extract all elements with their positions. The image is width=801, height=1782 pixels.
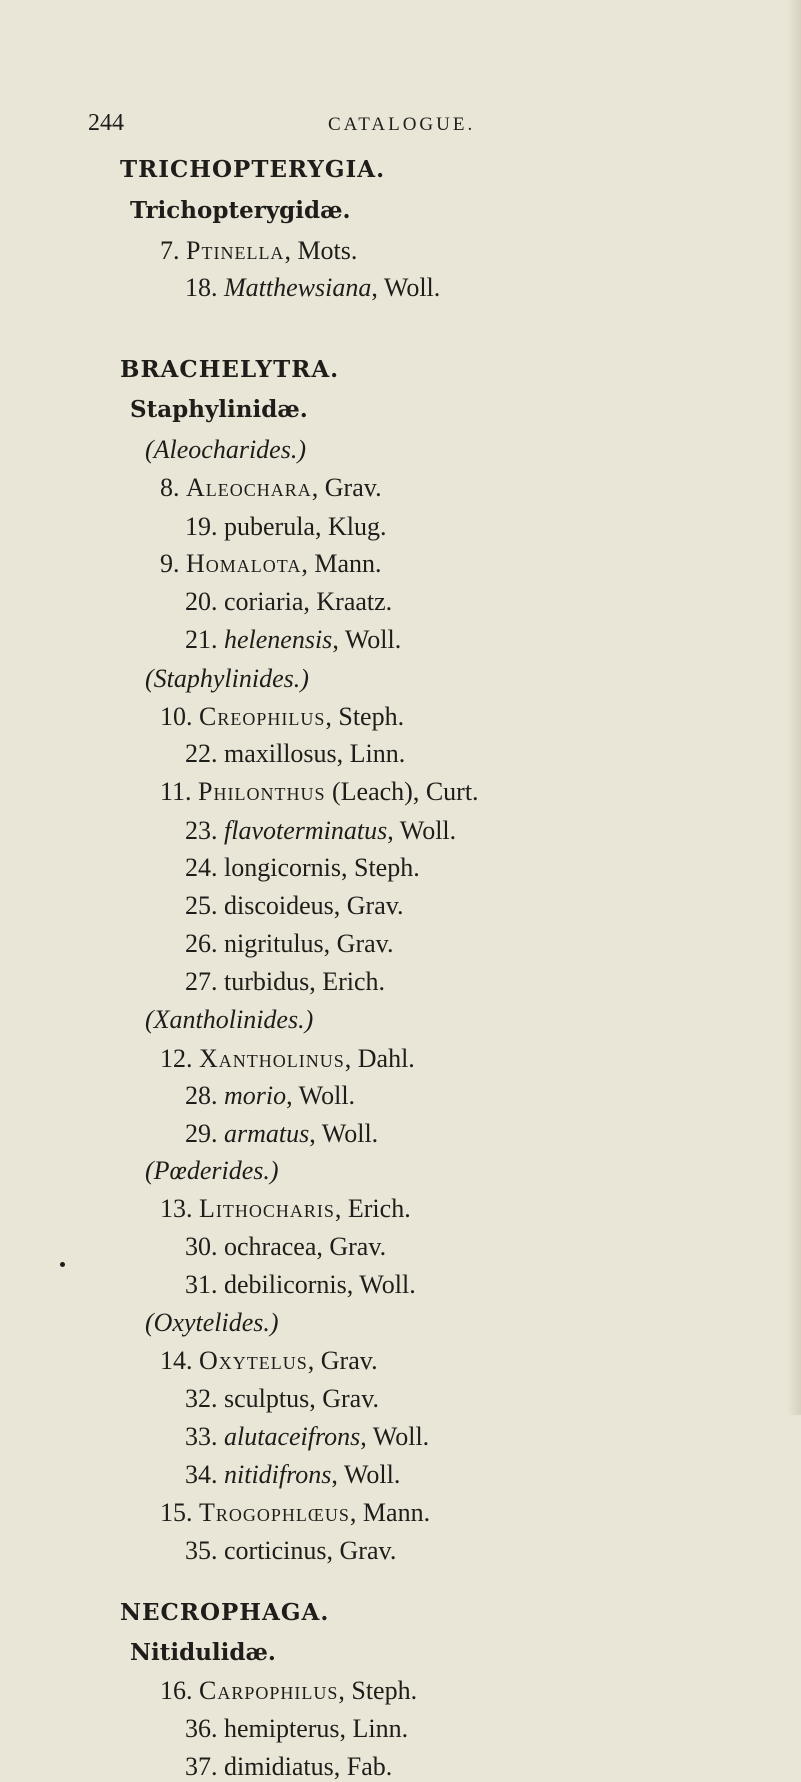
species-entry [185,853,420,883]
authority: , Grav. [316,1232,387,1261]
authority: , Woll. [309,1119,379,1148]
authority: , Grav. [309,1384,380,1413]
page-number: 244 [88,110,124,136]
authority: , Grav. [326,1536,397,1565]
genus-entry [160,1346,378,1376]
authority: , Steph. [325,702,405,731]
genus-name: Carpophilus [199,1676,339,1705]
entry-number: 7. [160,236,180,265]
genus-name: Creophilus [199,702,326,731]
entry-number: 8. [160,473,180,502]
authority: , Grav. [323,929,394,958]
species-entry [185,587,392,617]
subgroup-heading: (Aleocharides.) [145,435,307,464]
order-heading: TRICHOPTERYGIA. [120,156,386,183]
entry-number: 27. [185,967,218,996]
species-name: coriaria [224,587,304,616]
genus-entry [160,1044,415,1074]
genus-entry [160,1676,417,1706]
entry-number: 29. [185,1119,218,1148]
species-name: hemipterus [224,1714,340,1743]
species-entry [185,739,405,769]
species-entry [185,967,385,997]
entry-number: 18. [185,273,218,302]
species-name: Matthewsiana [224,273,372,302]
authority: , Woll. [387,816,457,845]
genus-entry [160,236,357,266]
authority: , Mann. [349,1498,431,1527]
authority: , Mann. [301,549,382,578]
authority: , Mots. [284,236,358,265]
entry-number: 25. [185,891,218,920]
species-name: helenensis [224,625,333,654]
authority: , Woll. [286,1081,356,1110]
authority: , Woll. [331,1460,401,1489]
species-entry [185,1384,379,1414]
entry-number: 9. [160,549,180,578]
subgroup-heading: (Oxytelides.) [145,1308,279,1337]
entry-number: 12. [160,1044,193,1073]
genus-entry [160,1498,430,1528]
species-name: turbidus [224,967,310,996]
genus-entry [160,1194,411,1224]
authority: , Dahl. [344,1044,415,1073]
entry-number: 14. [160,1346,193,1375]
genus-name: Aleochara [186,473,312,502]
species-entry [185,1536,396,1566]
species-name: flavoterminatus [224,816,388,845]
entry-number: 36. [185,1714,218,1743]
running-head: CATALOGUE. [328,114,476,135]
authority: , Erich. [334,1194,411,1223]
species-name: morio [224,1081,287,1110]
species-name: ochracea [224,1232,317,1261]
genus-name: Trogophlœus [199,1498,350,1527]
species-entry [185,625,401,655]
family-heading: Trichopterygidæ. [130,197,351,224]
authority: , Woll. [346,1270,416,1299]
species-entry [185,1081,355,1111]
entry-number: 26. [185,929,218,958]
authority: , Grav. [307,1346,378,1375]
species-name: discoideus [224,891,334,920]
authority: , Fab. [333,1752,393,1781]
entry-number: 10. [160,702,193,731]
genus-name: Homalota [186,549,302,578]
authority: , Woll. [332,625,402,654]
species-name: puberula [224,512,315,541]
subgroup-heading: (Staphylinides.) [145,664,309,693]
genus-entry [160,777,479,807]
entry-number: 33. [185,1422,218,1451]
order-heading: NECROPHAGA. [120,1599,330,1626]
entry-number: 21. [185,625,218,654]
genus-name: Xantholinus [199,1044,345,1073]
species-entry [185,929,393,959]
species-name: armatus [224,1119,310,1148]
entry-number: 35. [185,1536,218,1565]
authority: , Klug. [314,512,387,541]
page-header [88,110,728,146]
species-name: nigritulus [224,929,324,958]
genus-entry [160,702,404,732]
family-heading: Staphylinidæ. [130,396,308,423]
species-entry [185,1270,416,1300]
species-entry [185,1714,408,1744]
authority: , Kraatz. [303,587,393,616]
species-entry [185,1752,392,1782]
family-heading: Nitidulidæ. [130,1639,276,1666]
authority: , Linn. [336,739,406,768]
genus-name: Philonthus [198,777,326,806]
species-entry [185,1232,386,1262]
genus-name: Lithocharis [199,1194,335,1223]
entry-number: 31. [185,1270,218,1299]
species-entry [185,512,386,542]
species-name: maxillosus [224,739,337,768]
species-entry [185,1460,400,1490]
genus-name: Oxytelus [199,1346,308,1375]
entry-number: 15. [160,1498,193,1527]
authority: , Steph. [341,853,420,882]
entry-number: 11. [160,777,192,806]
species-name: corticinus [224,1536,327,1565]
speck-mark [60,1262,65,1267]
entry-number: 20. [185,587,218,616]
authority: , Grav. [333,891,404,920]
species-entry [185,273,440,303]
entry-number: 37. [185,1752,218,1781]
genus-entry [160,473,382,503]
authority: , Steph. [338,1676,418,1705]
species-name: longicornis [224,853,341,882]
authority: , Linn. [339,1714,409,1743]
authority: , Erich. [309,967,386,996]
subgroup-heading: (Pœderides.) [145,1156,279,1185]
entry-number: 23. [185,816,218,845]
species-name: sculptus [224,1384,310,1413]
order-heading: BRACHELYTRA. [120,356,340,383]
species-entry [185,1119,378,1149]
entry-number: 28. [185,1081,218,1110]
genus-name: Ptinella [186,236,285,265]
species-name: alutaceifrons [224,1422,361,1451]
subgroup-heading: (Xantholinides.) [145,1005,314,1034]
authority: , Grav. [311,473,382,502]
authority: (Leach), Curt. [325,777,479,806]
species-entry [185,816,456,846]
species-name: nitidifrons [224,1460,332,1489]
species-entry [185,1422,429,1452]
entry-number: 32. [185,1384,218,1413]
entry-number: 30. [185,1232,218,1261]
entry-number: 16. [160,1676,193,1705]
species-entry [185,891,404,921]
species-name: debilicornis [224,1270,347,1299]
authority: , Woll. [360,1422,430,1451]
entry-number: 24. [185,853,218,882]
species-name: dimidiatus [224,1752,334,1781]
page-edge-shadow [787,0,801,1415]
entry-number: 13. [160,1194,193,1223]
entry-number: 22. [185,739,218,768]
entry-number: 19. [185,512,218,541]
genus-entry [160,549,382,579]
entry-number: 34. [185,1460,218,1489]
authority: , Woll. [371,273,441,302]
